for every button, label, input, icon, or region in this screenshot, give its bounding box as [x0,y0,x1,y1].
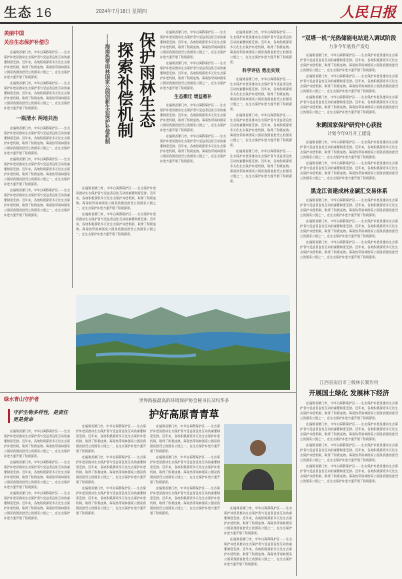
bottom-body-col2: 在福建省厦门市，中华白海豚保护区……生态保护补偿是推动生态保护者与受益者良性互动的重要制度安排。近年来，各地积极探索多元化生态保护补偿机制，取得了积极成效。海南热带雨林国家公园是我国首批设立的国家公园之一，在生态保护补偿方面开展了积极探索。 在福建省厦门市，中华白海豚保护区……生态保护补偿是推动生态保护者与受益者良性互动的重要制度安排。近年来，各地积极探索多元化生态保护补偿机制，取得了积极成效。海南热带雨林国家公园是我国首批设立的国家公园之一，在生态保护补偿方面开展了积极探索。 在福建省厦门市，中华白海豚保护区……生态保护补偿是推动生态保护者与受益者良性互动的重要制度安排。近年来，各地积极探索多元化生态保护补偿机制，取得了积极成效。海南热带雨林国家公园是我国首批设立的国家公园之一，在生态保护补偿方面开展了积极探索。 [150,424,220,515]
body-solar-plant: 在福建省厦门市，中华白海豚保护区……生态保护补偿是推动生态保护者与受益者良性互动的重要制度安排。近年来，各地积极探索多元化生态保护补偿机制，取得了积极成效。海南热带雨林国家公园是我国首批设立的国家公园之一，在生态保护补偿方面开展了积极探索。 在福建省厦门市，中华白海豚保护区……生态保护补偿是推动生态保护者与受益者良性互动的重要制度安排。近年来，各地积极探索多元化生态保护补偿机制，取得了积极成效。海南热带雨林国家公园是我国首批设立的国家公园之一，在生态保护补偿方面开展了积极探索。 在福建省厦门市，中华白海豚保护区……生态保护补偿是推动生态保护者与受益者良性互动的重要制度安排。近年来，各地积极探索多元化生态保护补偿机制，取得了积极成效。海南热带雨林国家公园是我国首批设立的国家公园之一，在生态保护补偿方面开展了积极探索。 [300,53,398,114]
right-column-rule [296,26,297,576]
bottom-headline: 护好高原青青草 [149,410,219,421]
left-article-top [4,30,70,280]
body-greening: 在福建省厦门市，中华白海豚保护区……生态保护补偿是推动生态保护者与受益者良性互动的重要制度安排。近年来，各地积极探索多元化生态保护补偿机制，取得了积极成效。海南热带雨林国家公园是我国首批设立的国家公园之一，在生态保护补偿方面开展了积极探索。 在福建省厦门市，中华白海豚保护区……生态保护补偿是推动生态保护者与受益者良性互动的重要制度安排。近年来，各地积极探索多元化生态保护补偿机制，取得了积极成效。海南热带雨林国家公园是我国首批设立的国家公园之一，在生态保护补偿方面开展了积极探索。 在福建省厦门市，中华白海豚保护区……生态保护补偿是推动生态保护者与受益者良性互动的重要制度安排。近年来，各地积极探索多元化生态保护补偿机制，取得了积极成效。海南热带雨林国家公园是我国首批设立的国家公园之一，在生态保护补偿方面开展了积极探索。 在福建省厦门市，中华白海豚保护区……生态保护补偿是推动生态保护者与受益者良性互动的重要制度安排。近年来，各地积极探索多元化生态保护补偿机制，取得了积极成效。海南热带雨林国家公园是我国首批设立的国家公园之一，在生态保护补偿方面开展了积极探索。 [300,401,398,483]
bottom-body-col1: 在福建省厦门市，中华白海豚保护区……生态保护补偿是推动生态保护者与受益者良性互动的重要制度安排。近年来，各地积极探索多元化生态保护补偿机制，取得了积极成效。海南热带雨林国家公园是我国首批设立的国家公园之一，在生态保护补偿方面开展了积极探索。 在福建省厦门市，中华白海豚保护区……生态保护补偿是推动生态保护者与受益者良性互动的重要制度安排。近年来，各地积极探索多元化生态保护补偿机制，取得了积极成效。海南热带雨林国家公园是我国首批设立的国家公园之一，在生态保护补偿方面开展了积极探索。 在福建省厦门市，中华白海豚保护区……生态保护补偿是推动生态保护者与受益者良性互动的重要制度安排。近年来，各地积极探索多元化生态保护补偿机制，取得了积极成效。海南热带雨林国家公园是我国首批设立的国家公园之一，在生态保护补偿方面开展了积极探索。 [76,424,146,515]
left-body-1: 在福建省厦门市，中华白海豚保护区……生态保护补偿是推动生态保护者与受益者良性互动的重要制度安排。近年来，各地积极探索多元化生态保护补偿机制，取得了积极成效。海南热带雨林国家公园是我国首批设立的国家公园之一，在生态保护补偿方面开展了积极探索。 在福建省厦门市，中华白海豚保护区……生态保护补偿是推动生态保护者与受益者良性互动的重要制度安排。近年来，各地积极探索多元化生态保护补偿机制，取得了积极成效。海南热带雨林国家公园是我国首批设立的国家公园之一，在生态保护补偿方面开展了积极探索。 [4,50,70,110]
page-header [0,0,402,24]
body-ibis-center: 在福建省厦门市，中华白海豚保护区……生态保护补偿是推动生态保护者与受益者良性互动的重要制度安排。近年来，各地积极探索多元化生态保护补偿机制，取得了积极成效。海南热带雨林国家公园是我国首批设立的国家公园之一，在生态保护补偿方面开展了积极探索。 在福建省厦门市，中华白海豚保护区……生态保护补偿是推动生态保护者与受益者良性互动的重要制度安排。近年来，各地积极探索多元化生态保护补偿机制，取得了积极成效。海南热带雨林国家公园是我国首批设立的国家公园之一，在生态保护补偿方面开展了积极探索。 [300,140,398,180]
sub-solar-plant: 力争今年底投产发电 [328,45,370,50]
sub-ibis-center: 计划今年9月开工建设 [327,132,371,137]
main-body-col1: 在福建省厦门市，中华白海豚保护区……生态保护补偿是推动生态保护者与受益者良性互动的重要制度安排。近年来，各地积极探索多元化生态保护补偿机制，取得了积极成效。海南热带雨林国家公园是我国首批设立的国家公园之一，在生态保护补偿方面开展了积极探索。 在福建省厦门市，中华白海豚保护区……生态保护补偿是推动生态保护者与受益者良性互动的重要制度安排。近年来，各地积极探索多元化生态保护补偿机制，取得了积极成效。海南热带雨林国家公园是我国首批设立的国家公园之一，在生态保护补偿方面开展了积极探索。 生态搬迁 增益惠补 在福建省厦门市，中华白海豚保护区……生态保护补偿是推动生态保护者与受益者良性互动的重要制度安排。近年来，各地积极探索多元化生态保护补偿机制，取得了积极成效。海南热带雨林国家公园是我国首批设立的国家公园之一，在生态保护补偿方面开展了积极探索。 在福建省厦门市，中华白海豚保护区……生态保护补偿是推动生态保护者与受益者良性互动的重要制度安排。近年来，各地积极探索多元化生态保护补偿机制，取得了积极成效。海南热带雨林国家公园是我国首批设立的国家公园之一，在生态保护补偿方面开展了积极探索。 [160,30,226,163]
kicker-subtitle: 关注生态保护补偿⑤ [4,40,50,46]
bottom-headline-block [76,398,292,422]
bottom-kicker: 世界海拔最高的环境保护协会秘书长尕玛华多 [139,399,229,404]
right-bottom-article [300,380,398,576]
page-number: 16 [36,5,53,20]
newspaper-logo: 人民日报 [340,5,396,21]
body-carbon-trading: 在福建省厦门市，中华白海豚保护区……生态保护补偿是推动生态保护者与受益者良性互动的重要制度安排。近年来，各地积极探索多元化生态保护补偿机制，取得了积极成效。海南热带雨林国家公园是我国首批设立的国家公园之一，在生态保护补偿方面开展了积极探索。 在福建省厦门市，中华白海豚保护区……生态保护补偿是推动生态保护者与受益者良性互动的重要制度安排。近年来，各地积极探索多元化生态保护补偿机制，取得了积极成效。海南热带雨林国家公园是我国首批设立的国家公园之一，在生态保护补偿方面开展了积极探索。 在福建省厦门市，中华白海豚保护区……生态保护补偿是推动生态保护者与受益者良性互动的重要制度安排。近年来，各地积极探索多元化生态保护补偿机制，取得了积极成效。海南热带雨林国家公园是我国首批设立的国家公园之一，在生态保护补偿方面开展了积极探索。 [300,198,398,259]
left-subheading: 一瓶清水 两地共治 [16,116,58,122]
rainforest-lake-photo [76,295,290,390]
column-rule [72,26,73,288]
kicker-guardian: 绿水青山守护者 [4,397,40,403]
pull-quote: 守护生物多样性，是责任更是使命 [8,409,70,423]
subhead-assessment: 科学评估 勇出实效 [242,69,280,74]
main-title-block [76,30,156,180]
headline-solar-plant: “双塔一机”光热储能电站进入调试阶段 [301,36,397,42]
headline-ibis-center: 朱鹮国家保护研究中心获批 [315,123,382,129]
kicker-beautiful-china: 美丽中国 [4,31,25,37]
issue-date: 2024年7月18日 星期四 [96,9,147,15]
bottom-body-col3: 在福建省厦门市，中华白海豚保护区……生态保护补偿是推动生态保护者与受益者良性互动的重要制度安排。近年来，各地积极探索多元化生态保护补偿机制，取得了积极成效。海南热带雨林国家公园是我国首批设立的国家公园之一，在生态保护补偿方面开展了积极探索。 在福建省厦门市，中华白海豚保护区……生态保护补偿是推动生态保护者与受益者良性互动的重要制度安排。近年来，各地积极探索多元化生态保护补偿机制，取得了积极成效。海南热带雨林国家公园是我国首批设立的国家公园之一，在生态保护补偿方面开展了积极探索。 [224,506,292,566]
subhead-relocation: 生态搬迁 增益惠补 [174,95,212,100]
left-body-2: 在福建省厦门市，中华白海豚保护区……生态保护补偿是推动生态保护者与受益者良性互动的重要制度安排。近年来，各地积极探索多元化生态保护补偿机制，取得了积极成效。海南热带雨林国家公园是我国首批设立的国家公园之一，在生态保护补偿方面开展了积极探索。 在福建省厦门市，中华白海豚保护区……生态保护补偿是推动生态保护者与受益者良性互动的重要制度安排。近年来，各地积极探索多元化生态保护补偿机制，取得了积极成效。海南热带雨林国家公园是我国首批设立的国家公园之一，在生态保护补偿方面开展了积极探索。 在福建省厦门市，中华白海豚保护区……生态保护补偿是推动生态保护者与受益者良性互动的重要制度安排。近年来，各地积极探索多元化生态保护补偿机制，取得了积极成效。海南热带雨林国家公园是我国首批设立的国家公园之一，在生态保护补偿方面开展了积极探索。 [4,126,70,217]
kicker-forest-chief: 江西省南昌市三级林长制作用 [319,381,379,386]
main-body-col0: 在福建省厦门市，中华白海豚保护区……生态保护补偿是推动生态保护者与受益者良性互动的重要制度安排。近年来，各地积极探索多元化生态保护补偿机制，取得了积极成效。海南热带雨林国家公园是我国首批设立的国家公园之一，在生态保护补偿方面开展了积极探索。 在福建省厦门市，中华白海豚保护区……生态保护补偿是推动生态保护者与受益者良性互动的重要制度安排。近年来，各地积极探索多元化生态保护补偿机制，取得了积极成效。海南热带雨林国家公园是我国首批设立的国家公园之一，在生态保护补偿方面开展了积极探索。 [76,186,156,236]
main-title-b: 保护雨林生态 [137,32,156,128]
main-deck: ——海南热带雨林国家公园创新生态保护补偿机制 [104,34,110,144]
main-title-a: 探索补偿机制 [115,42,134,138]
main-body-col2: 在福建省厦门市，中华白海豚保护区……生态保护补偿是推动生态保护者与受益者良性互动的重要制度安排。近年来，各地积极探索多元化生态保护补偿机制，取得了积极成效。海南热带雨林国家公园是我国首批设立的国家公园之一，在生态保护补偿方面开展了积极探索。 科学评估 勇出实效 在福建省厦门市，中华白海豚保护区……生态保护补偿是推动生态保护者与受益者良性互动的重要制度安排。近年来，各地积极探索多元化生态保护补偿机制，取得了积极成效。海南热带雨林国家公园是我国首批设立的国家公园之一，在生态保护补偿方面开展了积极探索。 在福建省厦门市，中华白海豚保护区……生态保护补偿是推动生态保护者与受益者良性互动的重要制度安排。近年来，各地积极探索多元化生态保护补偿机制，取得了积极成效。海南热带雨林国家公园是我国首批设立的国家公园之一，在生态保护补偿方面开展了积极探索。 在福建省厦门市，中华白海豚保护区……生态保护补偿是推动生态保护者与受益者良性互动的重要制度安排。近年来，各地积极探索多元化生态保护补偿机制，取得了积极成效。海南热带雨林国家公园是我国首批设立的国家公园之一，在生态保护补偿方面开展了积极探索。 [230,30,292,183]
headline-carbon-trading: 黑龙江省建成林业碳汇交易体系 [310,189,388,195]
bottom-left-body: 在福建省厦门市，中华白海豚保护区……生态保护补偿是推动生态保护者与受益者良性互动的重要制度安排。近年来，各地积极探索多元化生态保护补偿机制，取得了积极成效。海南热带雨林国家公园是我国首批设立的国家公园之一，在生态保护补偿方面开展了积极探索。 在福建省厦门市，中华白海豚保护区……生态保护补偿是推动生态保护者与受益者良性互动的重要制度安排。近年来，各地积极探索多元化生态保护补偿机制，取得了积极成效。海南热带雨林国家公园是我国首批设立的国家公园之一，在生态保护补偿方面开展了积极探索。 在福建省厦门市，中华白海豚保护区……生态保护补偿是推动生态保护者与受益者良性互动的重要制度安排。近年来，各地积极探索多元化生态保护补偿机制，取得了积极成效。海南热带雨林国家公园是我国首批设立的国家公园之一，在生态保护补偿方面开展了积极探索。 [4,429,70,520]
section-name: 生态 16 [4,5,53,20]
grassland-portrait-photo [224,424,292,502]
bottom-left-column [4,396,70,576]
bottom-rule [0,392,296,393]
headline-greening: 开展国土绿化 发展林下经济 [308,389,390,397]
